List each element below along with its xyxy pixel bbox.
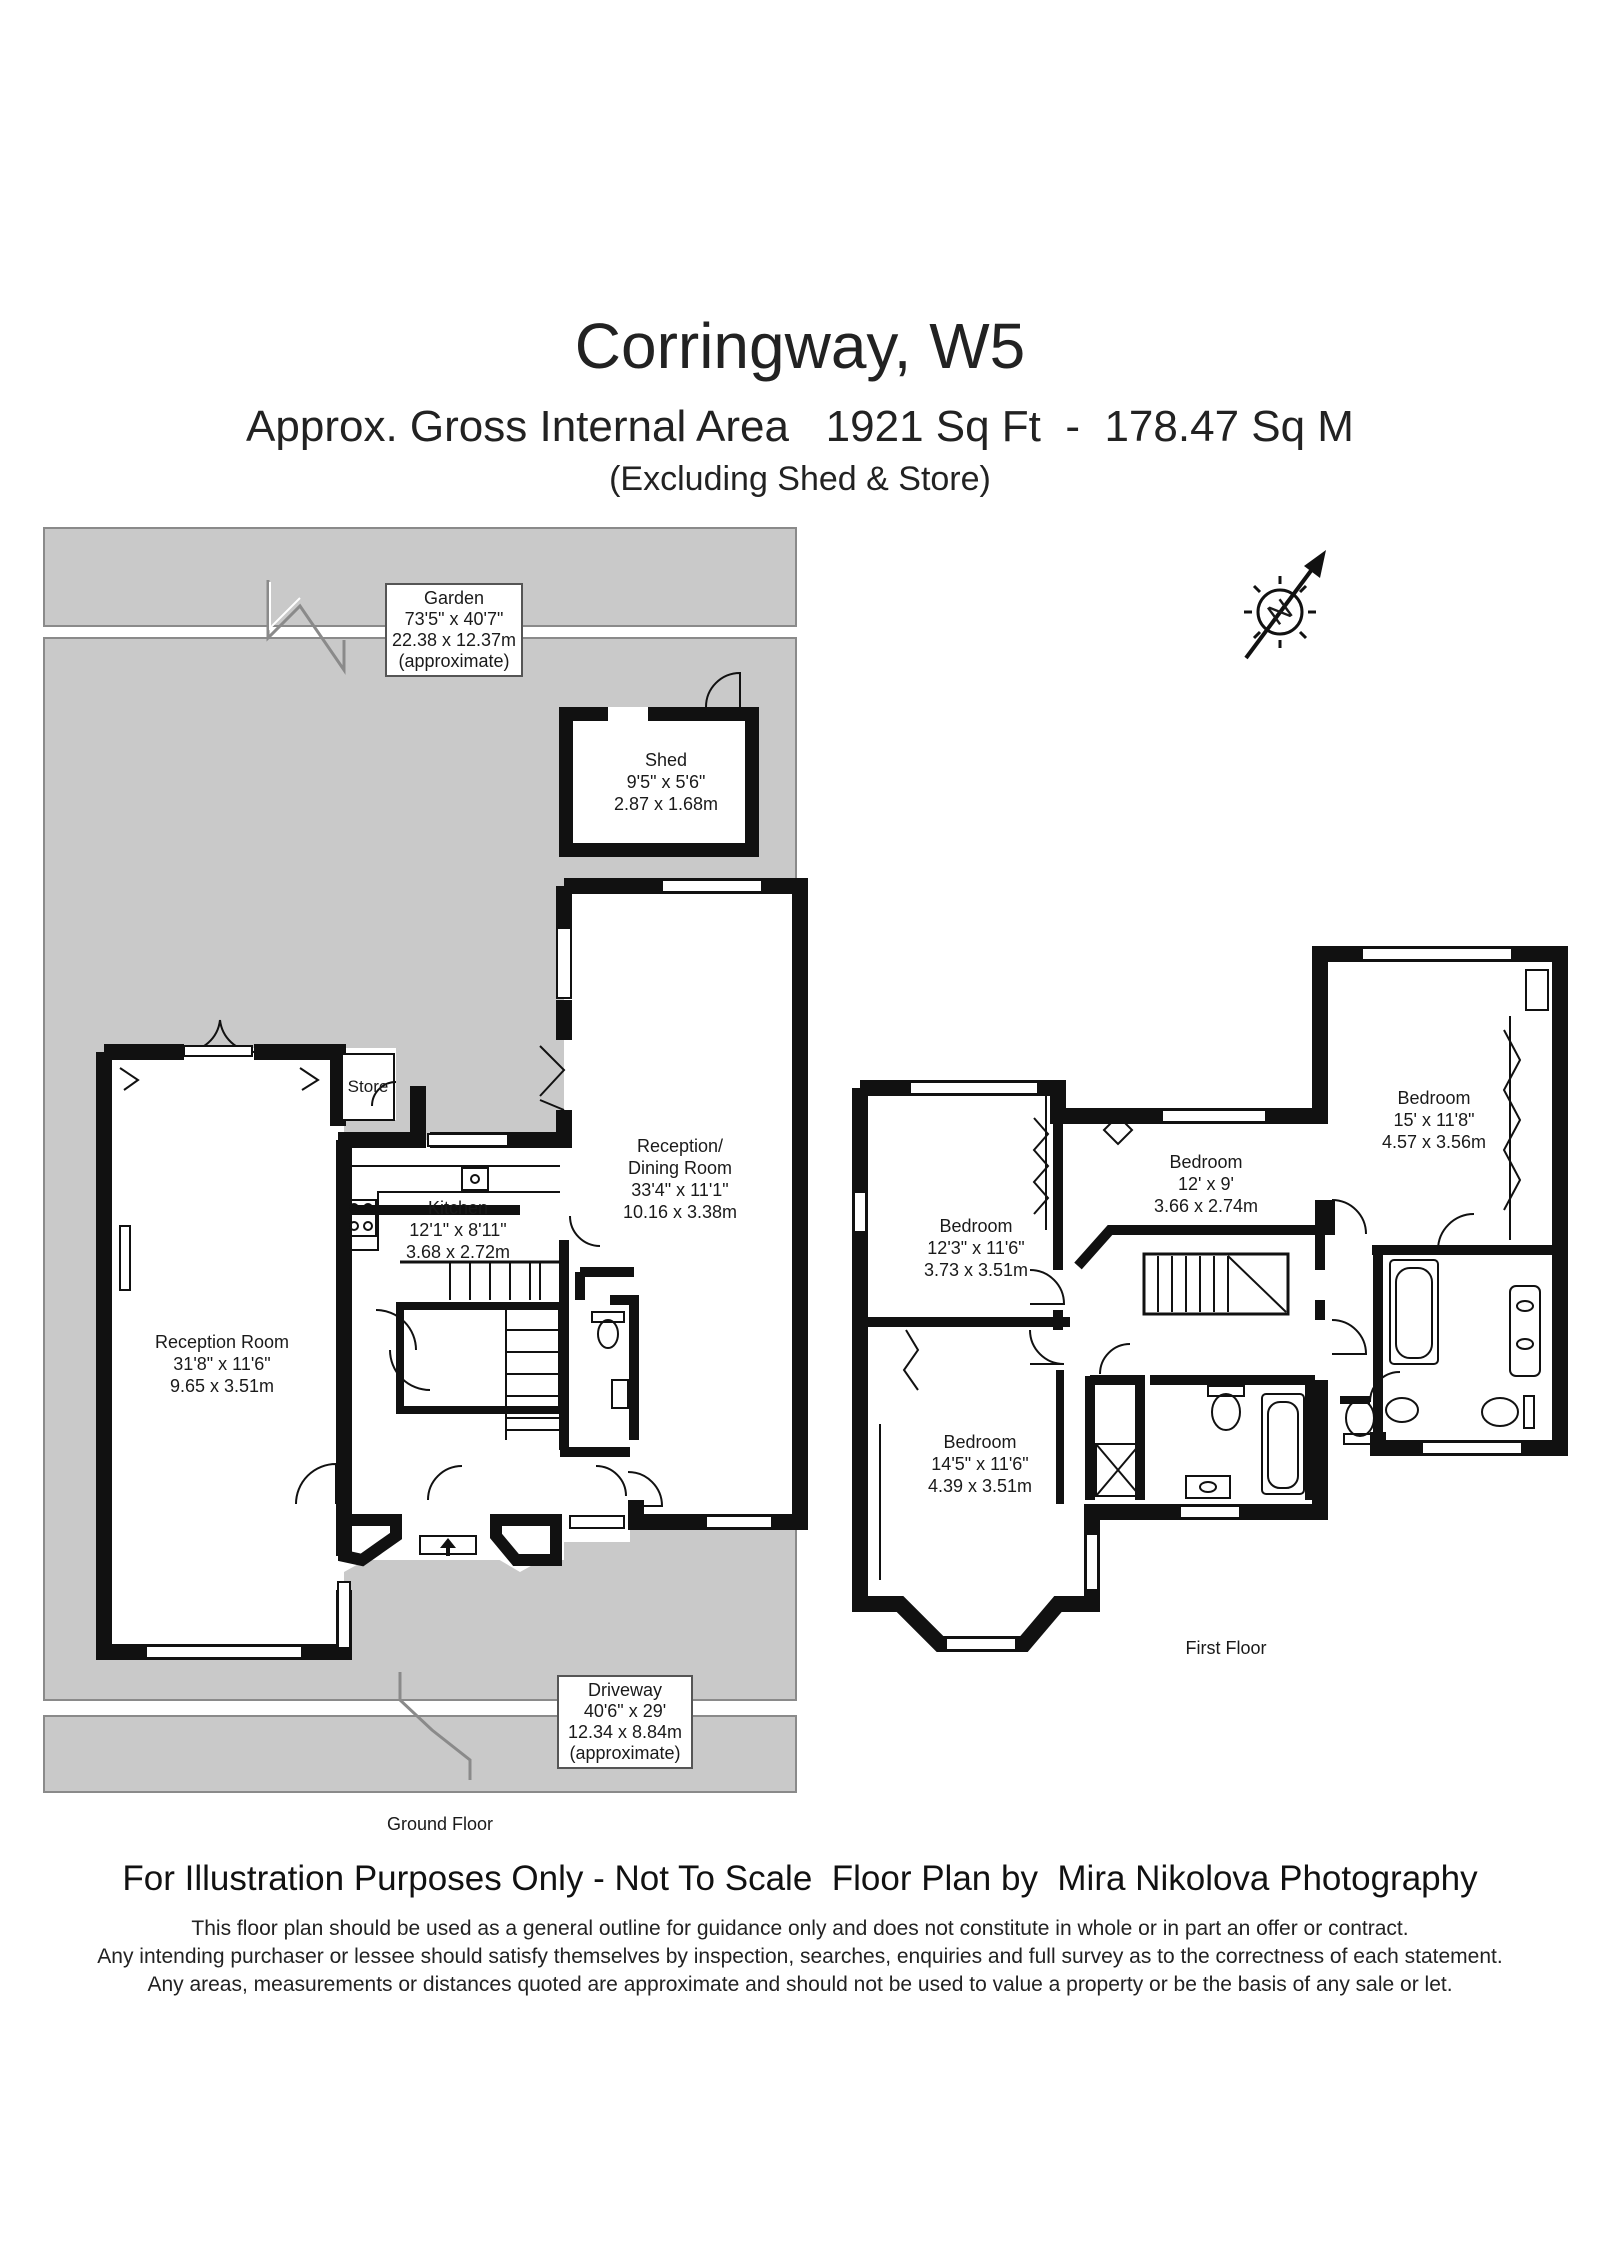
bedroom-4-imperial: 14'5" x 11'6" bbox=[931, 1454, 1029, 1474]
reception-room-metric: 9.65 x 3.51m bbox=[169, 1376, 275, 1396]
garden-note: (approximate) bbox=[398, 651, 510, 671]
bedroom-4-metric: 4.39 x 3.51m bbox=[927, 1476, 1033, 1496]
garden-imperial: 73'5" x 40'7" bbox=[404, 609, 504, 629]
shed-metric: 2.87 x 1.68m bbox=[613, 794, 719, 814]
first-floor-plan bbox=[854, 948, 1560, 1650]
shed-name: Shed bbox=[644, 750, 688, 770]
reception-room-name: Reception Room bbox=[154, 1332, 290, 1352]
footer-headline: For Illustration Purposes Only - Not To Scale Floor Plan by Mira Nikolova Photography bbox=[122, 1859, 1478, 1898]
compass-letter: N bbox=[1261, 592, 1299, 633]
store-label: Store bbox=[347, 1077, 389, 1096]
driveway-note: (approximate) bbox=[569, 1743, 681, 1763]
bedroom-4-name: Bedroom bbox=[943, 1432, 1017, 1452]
bedroom-2-metric: 3.66 x 2.74m bbox=[1153, 1196, 1259, 1216]
bedroom-1-imperial: 12'3" x 11'6" bbox=[927, 1238, 1025, 1258]
driveway-metric: 12.34 x 8.84m bbox=[567, 1722, 683, 1742]
reception-room-imperial: 31'8" x 11'6" bbox=[173, 1354, 271, 1374]
bedroom-3-name: Bedroom bbox=[1397, 1088, 1471, 1108]
reception-dining-imperial: 33'4" x 11'1" bbox=[631, 1180, 729, 1200]
page-title: Corringway, W5 bbox=[574, 310, 1026, 382]
kitchen-name: Kitchen bbox=[427, 1198, 489, 1218]
bedroom-1-name: Bedroom bbox=[939, 1216, 1013, 1236]
bedroom-3-metric: 4.57 x 3.56m bbox=[1381, 1132, 1487, 1152]
kitchen-metric: 3.68 x 2.72m bbox=[405, 1242, 511, 1262]
bedroom-3-imperial: 15' x 11'8" bbox=[1393, 1110, 1475, 1130]
garden-metric: 22.38 x 12.37m bbox=[391, 630, 517, 650]
reception-dining-metric: 10.16 x 3.38m bbox=[622, 1202, 738, 1222]
disclaimer-line-2: Any intending purchaser or lessee should satisfy themselves by inspection, searches, enquiries and full survey as to the correctness of each statement. bbox=[97, 1945, 1503, 1968]
reception-dining-name-2: Dining Room bbox=[627, 1158, 733, 1178]
bedroom-2-imperial: 12' x 9' bbox=[1178, 1174, 1234, 1194]
disclaimer-line-1: This floor plan should be used as a general outline for guidance only and does not constitute in whole or in part an offer or contract. bbox=[191, 1917, 1409, 1940]
disclaimer-line-3: Any areas, measurements or distances quoted are approximate and should not be used to value a property or be the basis of any sale or let. bbox=[147, 1973, 1453, 1996]
ground-floor-label: Ground Floor bbox=[386, 1814, 494, 1834]
driveway-imperial: 40'6" x 29' bbox=[583, 1701, 667, 1721]
reception-dining-name-1: Reception/ bbox=[636, 1136, 724, 1156]
area-exclusion-note: (Excluding Shed & Store) bbox=[609, 460, 991, 498]
garden-name: Garden bbox=[423, 588, 485, 608]
north-compass bbox=[1244, 550, 1326, 658]
bedroom-2-name: Bedroom bbox=[1169, 1152, 1243, 1172]
kitchen-imperial: 12'1" x 8'11" bbox=[409, 1220, 507, 1240]
first-floor-label: First Floor bbox=[1185, 1638, 1267, 1658]
driveway-name: Driveway bbox=[587, 1680, 663, 1700]
bedroom-1-metric: 3.73 x 3.51m bbox=[923, 1260, 1029, 1280]
shed-imperial: 9'5" x 5'6" bbox=[626, 772, 706, 792]
gross-internal-area: Approx. Gross Internal Area 1921 Sq Ft - 178.47 Sq M bbox=[246, 402, 1354, 451]
